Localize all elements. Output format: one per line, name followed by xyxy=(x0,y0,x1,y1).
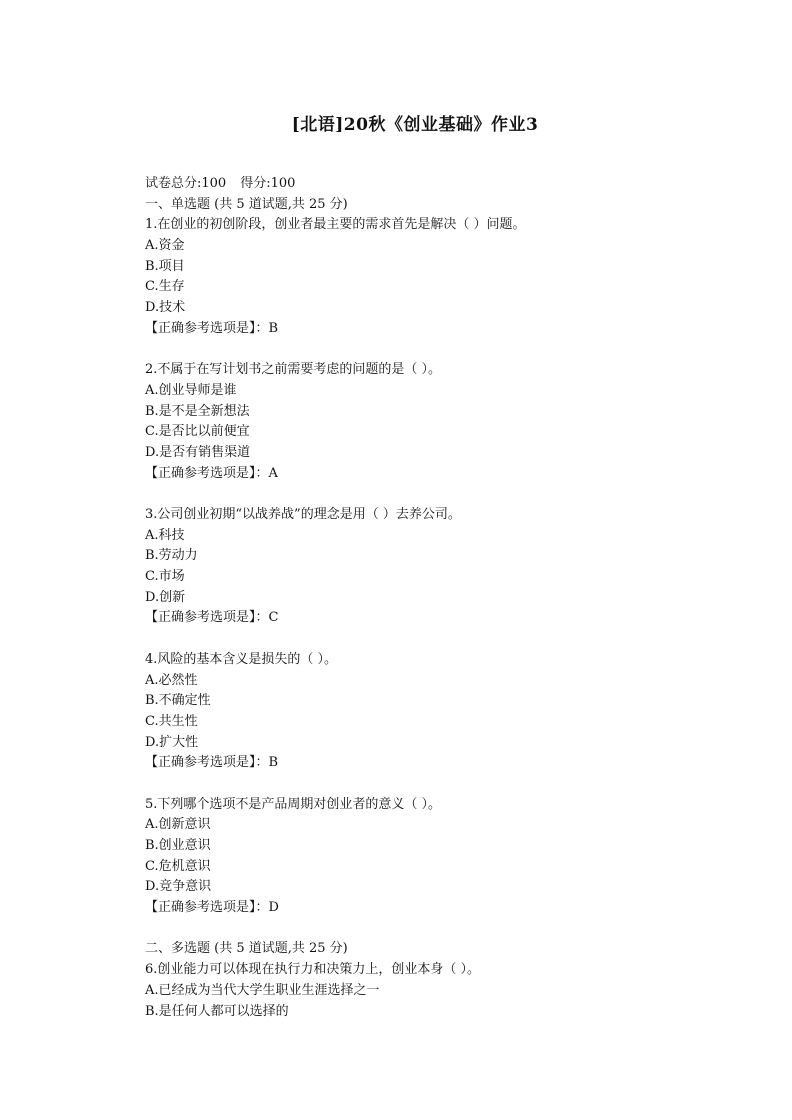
question-block xyxy=(145,795,765,919)
option-c: C.市场 xyxy=(145,569,185,585)
question-stem: 4.风险的基本含义是损失的（ ）。 xyxy=(145,651,338,667)
section-header-multiple-choice: 二、多选题 (共 5 道试题,共 25 分) xyxy=(145,941,348,957)
option-c: C.危机意识 xyxy=(145,858,211,874)
option-a: A.必然性 xyxy=(145,672,198,688)
question-block xyxy=(145,650,765,774)
option-c: C.是否比以前便宜 xyxy=(145,424,250,440)
score-line xyxy=(145,174,765,195)
answer-line: 【正确参考选项是】：B xyxy=(145,320,279,336)
option-a: A.资金 xyxy=(145,238,185,254)
question-block xyxy=(145,960,765,1022)
option-a: A.已经成为当代大学生职业生涯选择之一 xyxy=(145,982,380,998)
question-stem: 2.不属于在写计划书之前需要考虑的问题的是（ ）。 xyxy=(145,362,442,378)
option-c: C.共生性 xyxy=(145,713,198,729)
option-b: B.是不是全新想法 xyxy=(145,403,250,419)
question-block xyxy=(145,505,765,629)
option-d: D.扩大性 xyxy=(145,734,199,750)
question-stem: 5.下列哪个选项不是产品周期对创业者的意义（ ）。 xyxy=(145,796,442,812)
option-d: D.创新 xyxy=(145,589,186,605)
option-b: B.不确定性 xyxy=(145,693,211,709)
option-a: A.创业导师是谁 xyxy=(145,382,237,398)
option-d: D.竞争意识 xyxy=(145,879,212,895)
document-body xyxy=(145,174,765,1022)
answer-line: 【正确参考选项是】：D xyxy=(145,900,279,916)
option-b: B.劳动力 xyxy=(145,548,198,564)
option-d: D.是否有销售渠道 xyxy=(145,444,251,460)
spacer xyxy=(145,340,765,361)
spacer xyxy=(145,774,765,795)
option-b: B.是任何人都可以选择的 xyxy=(145,1003,289,1019)
option-b: B.创业意识 xyxy=(145,838,211,853)
question-stem: 6.创业能力可以体现在执行力和决策力上，创业本身（ ）。 xyxy=(145,962,481,978)
section-header-single-choice: 一、单选题 (共 5 道试题,共 25 分) xyxy=(145,196,348,212)
question-block xyxy=(145,215,765,339)
answer-line: 【正确参考选项是】：C xyxy=(145,610,279,626)
question-block xyxy=(145,360,765,484)
answer-line: 【正确参考选项是】：B xyxy=(145,755,279,771)
option-c: C.生存 xyxy=(145,279,185,295)
question-stem: 1.在创业的初创阶段，创业者最主要的需求首先是解决（ ）问题。 xyxy=(145,217,526,233)
obtained-score: 得分:100 xyxy=(240,176,296,191)
option-a: A.科技 xyxy=(145,527,185,543)
spacer xyxy=(145,629,765,650)
spacer xyxy=(145,919,765,940)
total-score: 试卷总分:100 xyxy=(145,176,227,191)
spacer xyxy=(145,484,765,505)
answer-line: 【正确参考选项是】：A xyxy=(145,465,278,481)
option-d: D.技术 xyxy=(145,300,186,316)
option-a: A.创新意识 xyxy=(145,817,211,833)
document-title: [北语]20秋《创业基础》作业3 xyxy=(291,115,539,135)
option-b: B.项目 xyxy=(145,258,185,274)
question-stem: 3.公司创业初期“以战养战”的理念是用（ ）去养公司。 xyxy=(145,507,461,522)
